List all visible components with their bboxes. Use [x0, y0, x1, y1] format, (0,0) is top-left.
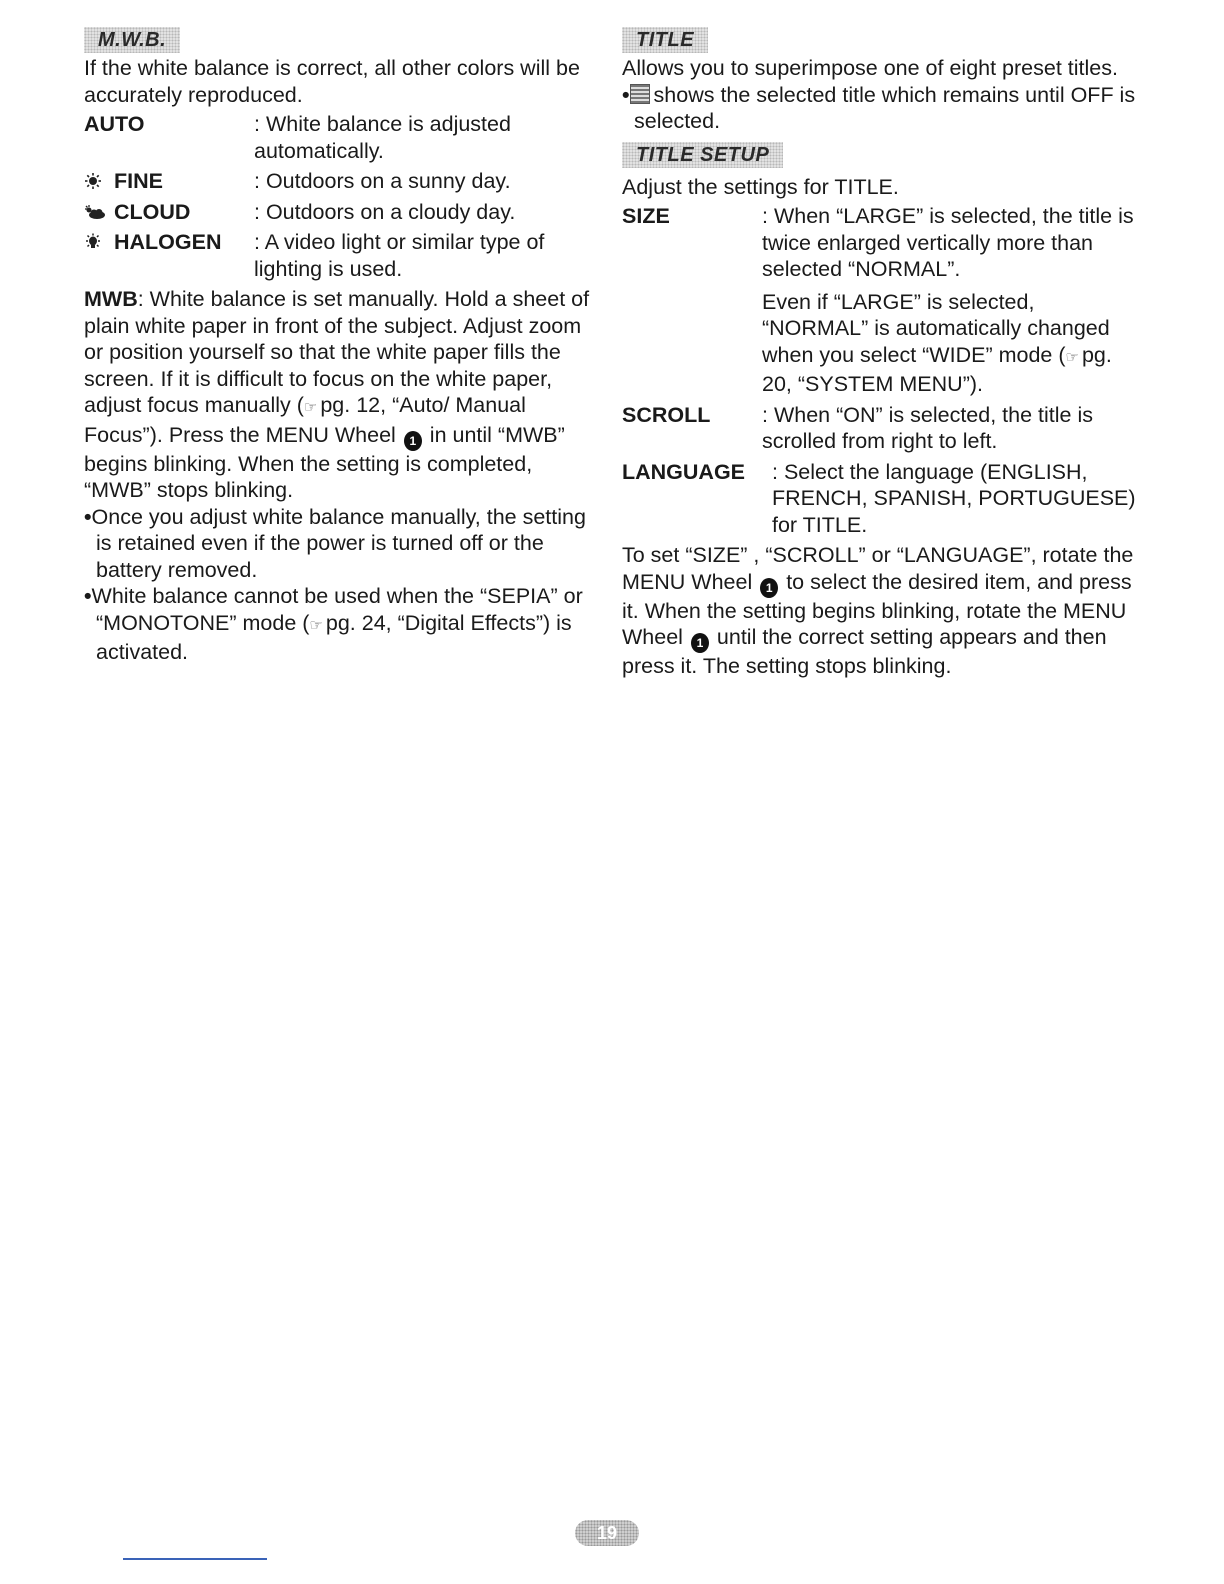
setting-desc: : Select the language (ENGLISH, FRENCH, SPANISH, PORTUGUESE) for TITLE.: [772, 459, 1136, 537]
mwb-heading: M.W.B.: [84, 27, 180, 53]
note-bullet: • shows the selected title which remains until OFF is selected.: [622, 82, 1136, 133]
menu-wheel-icon: 1: [691, 633, 709, 653]
setting-desc: : When “ON” is selected, the title is scrolled from right to left.: [762, 402, 1093, 453]
mode-desc: : A video light or similar type of lighting is used.: [254, 230, 545, 281]
note-bullet: •Once you adjust white balance manually, the setting is retained even if the power is turned off or the battery removed.: [84, 504, 586, 582]
white-balance-mode-list: [84, 111, 594, 282]
mwb-label: MWB: [84, 287, 138, 311]
bullet-icon: •: [84, 504, 92, 529]
mode-term: FINE: [114, 169, 163, 193]
mode-auto: [84, 111, 594, 164]
mode-cloud: [84, 199, 594, 226]
mode-term: AUTO: [84, 112, 145, 136]
right-column: [622, 26, 1142, 680]
mode-term: CLOUD: [114, 199, 191, 224]
setting-term: LANGUAGE: [622, 459, 746, 484]
setting-desc: : When “LARGE” is selected, the title is twice enlarged vertically more than selected “NORMAL”.: [762, 204, 1134, 281]
mode-desc: : Outdoors on a sunny day.: [254, 169, 511, 193]
cloud-icon: [84, 201, 106, 219]
footer-rule: [123, 1558, 267, 1560]
setting-term: SIZE: [622, 204, 670, 228]
page-number: 19: [575, 1520, 639, 1546]
setup-intro: Adjust the settings for TITLE.: [622, 174, 899, 199]
mode-fine: [84, 168, 594, 195]
menu-wheel-icon: 1: [404, 431, 422, 451]
halogen-icon: [84, 231, 106, 249]
mode-halogen: [84, 229, 594, 282]
mode-desc: : Outdoors on a cloudy day.: [254, 199, 516, 224]
setting-language: [622, 459, 1142, 539]
left-column: [84, 26, 594, 666]
reference-icon: ☞: [1065, 348, 1078, 366]
mwb-intro: If the white balance is correct, all other colors will be accurately reproduced.: [84, 56, 580, 107]
setting-size: SIZE : When “LARGE” is selected, the title is twice enlarged vertically more than selected “NORMAL”. Even if “LARGE” is selected, “NORMAL” is automatically changed when you select “WIDE” mode (☞ pg. 20, “SYSTEM MENU”).: [622, 204, 1134, 396]
title-setup-heading: TITLE SETUP: [622, 142, 783, 168]
setting-term: SCROLL: [622, 402, 711, 427]
fine-sun-icon: [84, 170, 106, 188]
title-intro: Allows you to superimpose one of eight preset titles.: [622, 56, 1118, 80]
reference-icon: ☞: [309, 616, 322, 634]
setup-instructions: To set “SIZE” , “SCROLL” or “LANGUAGE”, rotate the MENU Wheel 1 to select the desired item, and press it. When the setting begins blinking, rotate the MENU Wheel 1 until the correct setting appears and then press it. The setting stops blinking.: [622, 543, 1134, 678]
title-indicator-icon: [630, 84, 650, 104]
note-bullet: •White balance cannot be used when the “SEPIA” or “MONOTONE” mode (☞ pg. 24, “Digital Effects”) is activated.: [84, 584, 583, 664]
bullet-icon: •: [622, 82, 630, 107]
mode-term: HALOGEN: [114, 230, 222, 254]
title-setup-list: [622, 203, 1142, 538]
mode-desc: : White balance is adjusted automatically.: [254, 112, 511, 163]
setting-scroll: [622, 402, 1142, 455]
title-heading: TITLE: [622, 27, 708, 53]
mwb-paragraph: MWB: White balance is set manually. Hold a sheet of plain white paper in front of the subject. Adjust zoom or position yourself so that the white paper fills the screen. If it is difficult to focus on the white paper, adjust focus manually (☞ pg. 12, “Auto/ Manual Focus”). Press the MENU Wheel 1 in until “MWB” begins blinking. When the setting is completed, “MWB” stops blinking.: [84, 287, 590, 502]
bullet-icon: •: [84, 584, 92, 608]
menu-wheel-icon: 1: [760, 578, 778, 598]
reference-icon: ☞: [303, 399, 317, 416]
